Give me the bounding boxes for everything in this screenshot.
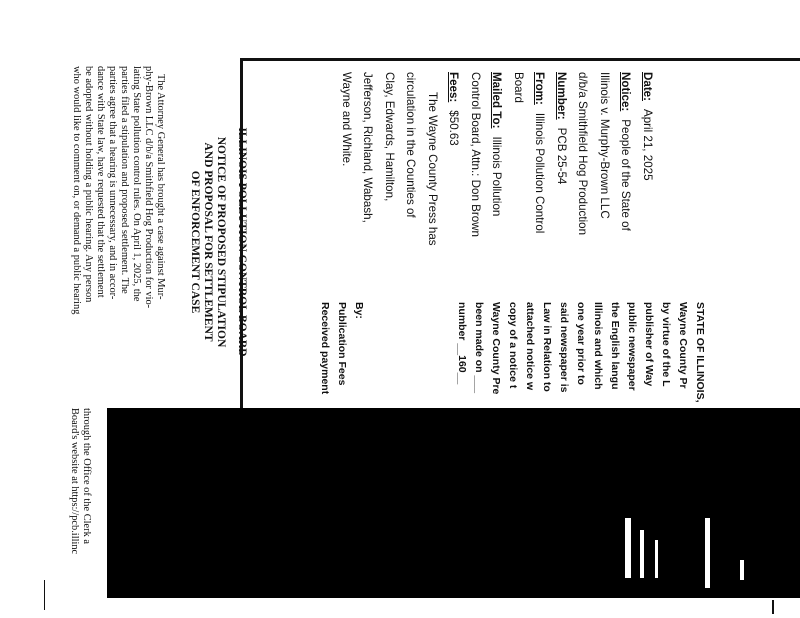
mailed-value-line1: Illinois Pollution: [490, 136, 504, 217]
affidavit-line3: by virtue of the L: [660, 302, 672, 387]
circulation-line5: Wayne and White.: [340, 72, 353, 167]
scan-noise-1: [625, 518, 631, 578]
title-line2: NOTICE OF PROPOSED STIPULATION: [215, 136, 227, 348]
circulation-line2: circulation in the Counties of: [404, 72, 418, 218]
body-line1: The Attorney General has brought a case against Mur-: [155, 74, 166, 300]
body-line8: who would like to comment on, or demand a public hearing: [71, 66, 82, 315]
affidavit-block: [453, 302, 708, 403]
notice-label: Notice:: [619, 72, 633, 112]
number-value: PCB 25-54: [555, 127, 568, 185]
date-label: Date:: [641, 72, 654, 101]
circulation-line3: Clay, Edwards, Hamilton,: [383, 72, 396, 202]
fees-value: $50.63: [447, 110, 461, 146]
mailed-value-line2: Control Board, Attn.: Don Brown: [469, 72, 482, 237]
redaction-block: [107, 408, 800, 598]
from-value-line1: Illinois Pollution Control: [533, 112, 547, 234]
affidavit-publication-fees: Publication Fees: [336, 302, 348, 386]
circulation-line1: The Wayne County Press has: [426, 92, 439, 246]
date-row: [637, 72, 659, 246]
title-line4: OF ENFORCEMENT CASE: [189, 170, 201, 314]
body-line5: parties agree that a hearing is unnecessary, and in accor-: [107, 66, 118, 300]
title-line3: AND PROPOSAL FOR SETTLEMENT: [202, 142, 214, 342]
affidavit-line14: been made on ___: [473, 302, 485, 394]
affidavit-line5: public newspaper: [626, 302, 638, 391]
notice-meta-block: [336, 72, 659, 246]
scan-noise-4: [705, 518, 710, 588]
body-line6: dance with State law, have requested that the settlement: [95, 66, 106, 298]
affidavit-by-label: By:: [353, 302, 365, 319]
body-line9: through the Office of the Clerk a: [81, 408, 92, 544]
body-line2: phy-Brown LLC d/b/a Smithfield Hog Production for vio-: [143, 66, 154, 309]
notice-frame-top-border: [240, 58, 800, 61]
body-line7: be adopted without holding a public hearing. Any person: [83, 66, 94, 303]
affidavit-line4: publisher of Way: [643, 302, 655, 387]
notice-body-continuation: [68, 408, 92, 554]
circulation-line4: Jefferson, Richland, Wabash,: [361, 72, 375, 223]
number-row: [551, 72, 573, 246]
fees-label: Fees:: [447, 72, 461, 103]
body-line4: parties filed a stipulation and proposed settlement. The: [119, 66, 130, 294]
notice-value-line1: People of the State of: [619, 119, 633, 231]
title-board: ILLINOIS POLLUTION CONTROL BOARD: [236, 127, 248, 357]
affidavit-line10: Law in Relation to: [541, 302, 553, 392]
from-value-line2: Board: [512, 72, 525, 103]
affidavit-line1: STATE OF ILLINOIS,: [694, 302, 706, 403]
scan-noise-5: [740, 560, 744, 580]
scan-noise-2: [640, 530, 644, 578]
affidavit-signature-block: [316, 302, 367, 394]
affidavit-line9: said newspaper is: [558, 302, 570, 393]
body-line10: Board's website at https://pcb.illinc: [69, 408, 80, 555]
body-line3: lating State pollution control rules. On April 1, 2025, the: [131, 66, 142, 302]
from-row: [529, 72, 551, 246]
affidavit-line6: the English langu: [609, 302, 621, 390]
affidavit-line15: number __160__: [456, 302, 468, 385]
notice-value-line3: d/b/a Smithfield Hog Production: [576, 72, 590, 236]
mailed-label: Mailed To:: [490, 72, 504, 129]
affidavit-line2: Wayne County Pr: [677, 302, 689, 389]
mailed-row: [486, 72, 508, 246]
fees-row: [443, 72, 465, 246]
affidavit-line12: copy of a notice t: [507, 302, 519, 389]
notice-row: [615, 72, 637, 246]
affidavit-line13: Wayne County Pre: [490, 302, 502, 395]
number-label: Number:: [555, 72, 568, 120]
scan-noise-3: [655, 540, 658, 578]
notice-value-line2: Illinois v. Murphy-Brown LLC: [598, 72, 611, 219]
affidavit-line7: Illinois and which: [592, 302, 604, 390]
affidavit-received-payment: Received payment: [319, 302, 331, 395]
affidavit-line11: attached notice w: [524, 302, 536, 391]
notice-body-paragraph: [70, 66, 166, 314]
from-label: From:: [533, 72, 547, 105]
notice-title-block: [188, 112, 248, 372]
affidavit-line8: one year prior to: [575, 302, 587, 385]
date-value: April 21, 2025: [641, 109, 654, 181]
scan-mark-bottom-right: [772, 600, 774, 614]
scan-mark-bottom-left: [44, 580, 45, 610]
